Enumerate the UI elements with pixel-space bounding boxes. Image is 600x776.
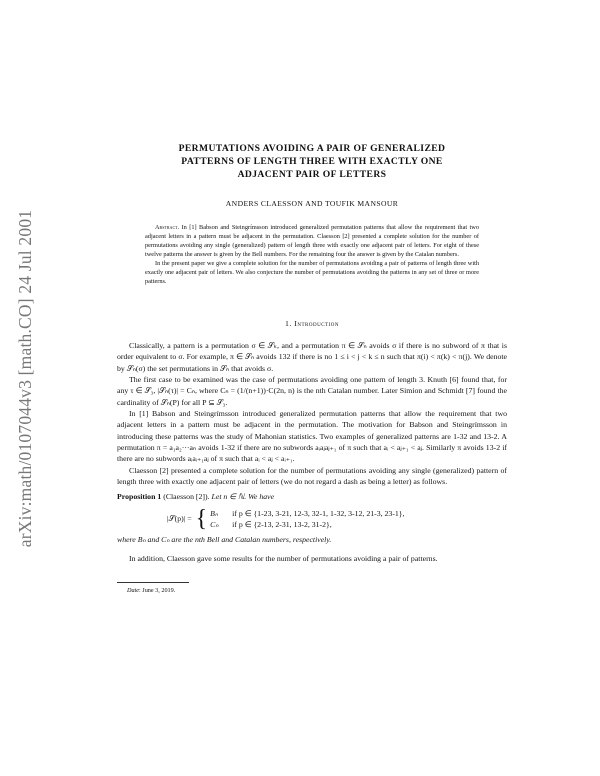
proposition-statement: Let n ∈ ℕ. We have	[211, 492, 275, 502]
paragraph: In [1] Babson and Steingrímsson introduced generalized permutation patterns that allow the requirement that two adjacent letters in a pattern must be adjacent in the permutation. The motivation for Babson and Steingrímsson in introducing these patterns was the study of Mahonian statistics. Two examples of generalized patterns are 1-32 and 13-2. A permutation π = a₁a₂···aₙ avoids 1-32 if there are no subwords aᵢaⱼaⱼ₊₁ of π such that aᵢ < aⱼ₊₁ < aⱼ. Similarly π avoids 13-2 if there are no subwords aᵢaᵢ₊₁aⱼ of π such that aᵢ < aⱼ < aᵢ₊₁.	[117, 409, 507, 464]
formula-case	[210, 519, 404, 530]
abstract-paragraph-1	[145, 223, 479, 259]
footnote-rule	[117, 582, 189, 583]
arxiv-identifier	[14, 178, 38, 578]
abstract-paragraph-2: In the present paper we give a complete solution for the number of permutations avoiding a pair of patterns of length three with exactly one adjacent pair of letters. We also conjecture the number of permutations avoiding the patterns in any set of three or more patterns.	[145, 260, 479, 285]
abstract-label: Abstract.	[155, 224, 180, 231]
authors: ANDERS CLAESSON AND TOUFIK MANSOUR	[225, 199, 399, 208]
section-title: Introduction	[294, 319, 340, 328]
title-line: PERMUTATIONS AVOIDING A PAIR OF GENERALIZED	[178, 143, 446, 154]
formula-cases	[210, 508, 404, 530]
paragraph: Classically, a pattern is a permutation σ ∈ 𝒮ₖ, and a permutation π ∈ 𝒮ₙ avoids σ if there is no subword of π that is order equivalent to σ. For example, π ∈ 𝒮ₙ avoids 132 if there is no 1 ≤ i < j < k ≤ n such that π(i) < π(k) < π(j). We denote by 𝒮ₙ(σ) the set permutations in 𝒮ₙ that avoids σ.	[117, 341, 507, 373]
case-condition: if p ∈ {2-13, 2-31, 13-2, 31-2},	[232, 519, 332, 529]
footnote-text: : June 3, 2019.	[139, 587, 176, 595]
abstract-text-1: In [1] Babson and Steingrímsson introduced generalized permutation patterns that allow the requirement that two adjacent letters in a pattern must be adjacent in the permutation. Claesson [2] presented a complete solution for the number of permutations avoiding any single (generalized) pattern of length three with exactly one adjacent pair of letters. For eight of these twelve patterns the answer is given by the Bell numbers. For the remaining four the answer is given by the Catalan numbers.	[145, 224, 479, 258]
left-brace: {	[195, 505, 208, 532]
abstract	[145, 223, 479, 286]
arxiv-identifier-text: arXiv:math/0107044v3 [math.CO] 24 Jul 2001	[15, 209, 36, 547]
proposition-label: Proposition 1	[117, 492, 162, 502]
section-number: 1.	[284, 319, 292, 328]
case-symbol: Cₙ	[210, 519, 219, 529]
proposition-remark: where Bₙ and Cₙ are the nth Bell and Catalan numbers, respectively.	[117, 534, 332, 544]
formula-lhs: |𝒮(p)| =	[167, 513, 192, 523]
footnote	[117, 587, 507, 594]
paragraph: The first case to be examined was the case of permutations avoiding one pattern of length 3. Knuth [6] found that, for any τ ∈ 𝒮₃, |𝒮ₙ(τ)| = Cₙ, where Cₙ = (1/(n+1))·C(2n, n) is the nth Catalan number. Later Simion and Schmidt [7] found the cardinality of 𝒮ₙ(P) for all P ⊆ 𝒮₃.	[117, 375, 507, 407]
proposition-ref: (Claesson [2]).	[163, 492, 210, 502]
paragraph: In addition, Claesson gave some results for the number of permutations avoiding a pair of patterns.	[129, 554, 438, 564]
paragraph: Claesson [2] presented a complete solution for the number of permutations avoiding any single (generalized) pattern of length three with exactly one adjacent pair of letters (we do not regard a dash as being a letter) as follows.	[117, 465, 507, 487]
paper-page	[117, 0, 507, 594]
title-line: ADJACENT PAIR OF LETTERS	[237, 169, 387, 180]
closing-paragraph	[117, 553, 507, 564]
title-line: PATTERNS OF LENGTH THREE WITH EXACTLY ONE	[181, 156, 443, 167]
footnote-label: Date	[127, 587, 140, 595]
paper-title	[117, 142, 507, 181]
formula-case	[210, 508, 404, 519]
introduction-body	[117, 340, 507, 487]
case-condition: if p ∈ {1-23, 3-21, 12-3, 32-1, 1-32, 3-12, 21-3, 23-1},	[232, 508, 405, 518]
case-symbol: Bₙ	[210, 508, 219, 518]
proposition-formula	[167, 505, 507, 532]
section-heading	[117, 319, 507, 328]
proposition	[117, 491, 507, 502]
